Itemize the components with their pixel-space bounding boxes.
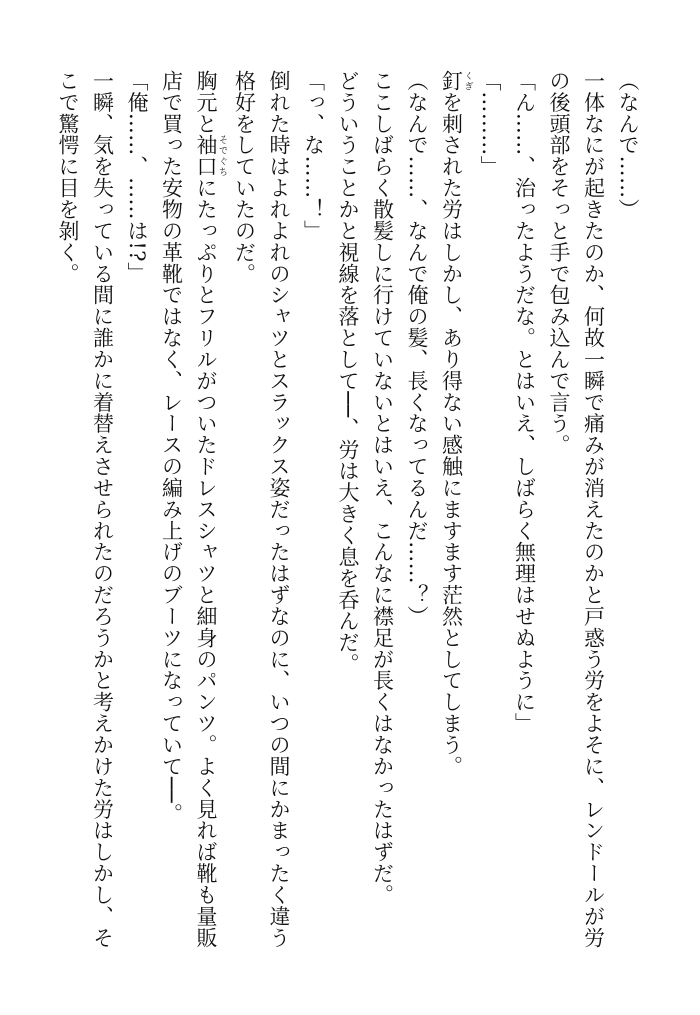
text-line: （なんで……、なんで俺の髪、長くなってるんだ……？） <box>405 70 429 627</box>
text-line: 倒れた時はよれよれのシャツとスラックス姿だったはずなのに、いつの間にかまったく違う <box>267 70 291 949</box>
ruby-reading: くぎ <box>462 70 473 92</box>
text-line: 「俺……、……は!?」 <box>125 70 149 284</box>
text-line: 店で買った安物の革靴ではなく、レースの編み上げのブーツになっていて──。 <box>159 70 184 825</box>
text-line: 格好をしていたのだ。 <box>232 70 257 285</box>
text-line: 一瞬、気を失っている間に誰かに着替えさせられたのだろうかと考えかけた労はしかし、そ <box>90 70 115 949</box>
text-line: 一体なにが起きたのか、何故一瞬で痛みが消えたのかと戸惑う労をよそに、レンドールが労 <box>581 70 606 949</box>
text-line: の後頭部をそっと手で包み込んで言う。 <box>547 70 571 456</box>
text-line: （なんで……） <box>616 70 640 220</box>
text-line: ここしばらく散髪しに行けていないとはいえ、こんなに襟足が長くはなかったはずだ。 <box>370 70 395 906</box>
ruby-word: 袖口 そでぐち <box>194 134 227 178</box>
text-line: こで驚愕に目を剝く。 <box>56 70 80 285</box>
ruby-reading: そでぐち <box>217 134 227 178</box>
text-line: 「………」 <box>478 70 502 178</box>
text-line: 「ん……、治ったようだな。とはいえ、しばらく無理はせぬように」 <box>512 70 537 735</box>
text-line-with-ruby: 釘 くぎを刺された労はしかし、あり得ない感触にますます茫然としてしまう。 <box>439 70 473 777</box>
text-line: 「っ、な……！」 <box>301 70 326 242</box>
text-line-with-ruby: 胸元と袖口 そでぐちにたっぷりとフリルがついたドレスシャツと細身のパンツ。よく見れば靴も量販 <box>194 70 227 949</box>
text-line: どういうことかと視線を落として──、労は大きく息を呑んだ。 <box>336 70 360 675</box>
ruby-word: 釘 くぎ <box>439 70 473 92</box>
body-text <box>51 70 646 970</box>
